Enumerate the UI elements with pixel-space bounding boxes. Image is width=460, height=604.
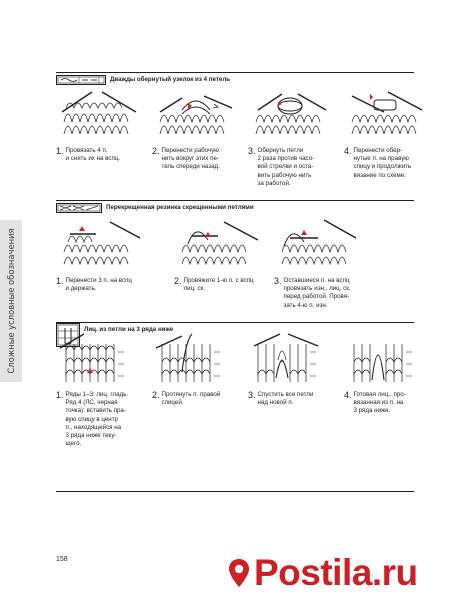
section-title: Лиц. из петли на 3 ряда ниже (84, 326, 174, 333)
step-4 (344, 330, 440, 448)
step-number: 1. (56, 146, 64, 156)
step-number: 4. (344, 390, 352, 400)
section-knit-below (56, 322, 414, 448)
section-title: Дважды обернутый узелок из 4 петель (110, 76, 231, 83)
step-illustration (152, 88, 236, 144)
watermark-brand: Postila.ru (254, 552, 418, 593)
step-illustration (344, 330, 428, 388)
section-header (56, 200, 414, 214)
step-number: 1. (56, 390, 64, 400)
step-number: 2. (174, 276, 182, 286)
step-illustration (248, 88, 332, 144)
step-text: Провязать 4 п. и снять их на вспц. (65, 147, 121, 163)
step-number: 3. (248, 390, 256, 400)
step-number: 3. (248, 146, 256, 156)
chapter-side-tab-label: Сложные условные обозначения (6, 228, 16, 374)
watermark-logo (228, 553, 418, 593)
step-1 (56, 216, 174, 310)
chapter-side-tab (0, 220, 22, 382)
step-2 (174, 216, 274, 310)
step-4 (344, 88, 440, 188)
step-text: Готовая лиц., про- вязанная из п. на 3 ряда ниже. (353, 391, 406, 415)
step-text: Спустить все петли над новой п. (257, 391, 314, 407)
step-text: Протянуть п. правой спицей. (161, 391, 221, 407)
section-header (56, 72, 414, 86)
step-text: Ряды 1–3: лиц. гладь. Ряд 4 (ЛС, черная точка): вставить пра- вую спицу в центр п., находящейся на 3 ряда ниже теку- щего. (65, 391, 129, 448)
step-3 (248, 330, 344, 448)
step-number: 2. (152, 390, 160, 400)
step-text: Провяжите 1-ю п. с вспц лиц. ск. (183, 277, 254, 293)
bottom-rule (56, 491, 414, 492)
chart-symbol-cross-icon (56, 203, 102, 213)
step-illustration (248, 330, 332, 388)
step-3 (248, 88, 344, 188)
step-text: Перенести 3 п. на вспц и держать. (65, 277, 132, 293)
step-number: 4. (344, 146, 352, 156)
step-text: Перенести обер- нутые п. на правую спицу и продолжить вязание по схеме. (353, 147, 412, 179)
step-illustration (152, 330, 236, 388)
step-illustration (56, 216, 146, 274)
step-text: Перенести рабочую нить вокруг этих пе- тель спереди назад. (161, 147, 220, 171)
step-text: Обернуть петли 2 раза против часо- вой стрелки и оста- вить рабочую нить за работой. (257, 147, 315, 187)
step-number: 3. (274, 276, 282, 286)
postila-pin-icon (228, 558, 250, 588)
section-crossed-rib (56, 200, 414, 310)
chart-symbol-knot-icon (56, 75, 106, 85)
step-2 (152, 88, 248, 188)
step-illustration (56, 330, 140, 388)
section-title: Перекрещенная резинка скрещенными петлями (106, 204, 254, 211)
step-2 (152, 330, 248, 448)
page-number: 158 (56, 556, 68, 563)
step-number: 1. (56, 276, 64, 286)
step-1 (56, 88, 152, 188)
step-number: 2. (152, 146, 160, 156)
step-illustration (344, 88, 428, 144)
step-1 (56, 330, 152, 448)
step-illustration (274, 216, 364, 274)
section-double-wrapped-knot (56, 72, 414, 188)
step-illustration (56, 88, 140, 144)
step-text: Оставшиеся п. на вспц провязать изн., лиц. ск. перед работой. Провя- зать 4-ю п. изн. (283, 277, 351, 309)
step-illustration (174, 216, 264, 274)
step-3 (274, 216, 404, 310)
